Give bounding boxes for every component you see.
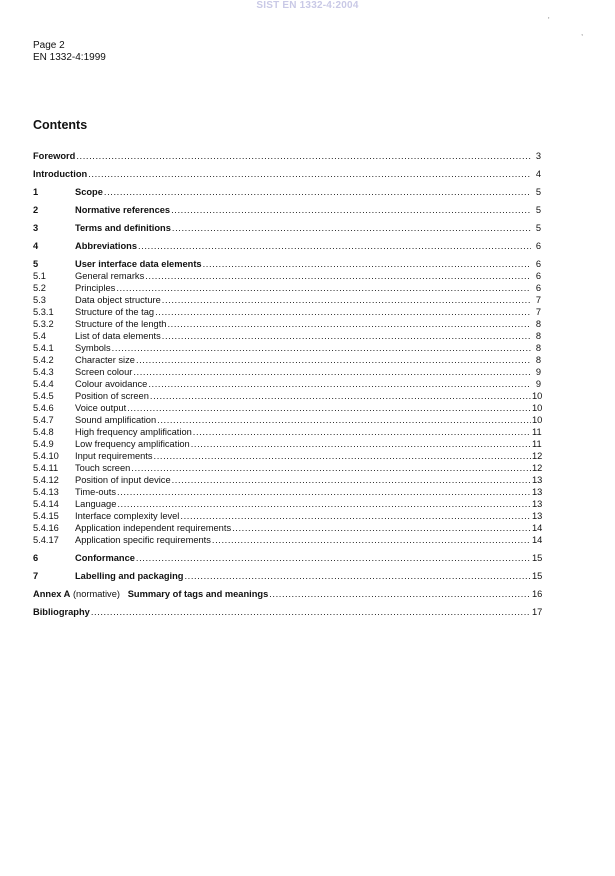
standard-id: EN 1332-4:1999 (33, 52, 106, 63)
toc-entry-title: Application independent requirements (75, 523, 232, 533)
toc-dot-leader (88, 168, 531, 180)
toc-entry-page: 10 (532, 415, 543, 425)
toc-entry[interactable] (33, 414, 541, 426)
toc-entry-number: 5.3.1 (33, 307, 54, 317)
toc-dot-leader (171, 204, 531, 216)
toc-dot-leader (172, 222, 531, 234)
toc-dot-leader (91, 606, 531, 618)
toc-entry-page: 9 (535, 379, 541, 389)
toc-entry-number: 5.4.10 (33, 451, 59, 461)
toc-entry-number: 5.4 (33, 331, 46, 341)
toc-entry-page: 9 (535, 367, 541, 377)
toc-dot-leader (76, 150, 531, 162)
toc-entry[interactable] (33, 390, 541, 402)
toc-entry-number: 5.4.6 (33, 403, 54, 413)
toc-entry-number: 4 (33, 241, 39, 251)
toc-entry-number: 5.4.8 (33, 427, 54, 437)
toc-entry-page: 3 (535, 151, 541, 161)
toc-entry[interactable] (33, 438, 541, 450)
toc-entry-title: Symbols (75, 343, 111, 353)
toc-dot-leader (157, 414, 531, 426)
toc-dot-leader (127, 402, 531, 414)
toc-entry[interactable] (33, 150, 541, 162)
toc-entry-title: Introduction (33, 169, 88, 179)
toc-entry[interactable] (33, 588, 541, 600)
toc-entry[interactable] (33, 168, 541, 180)
toc-entry-title: Structure of the length (75, 319, 167, 329)
toc-dot-leader (155, 306, 531, 318)
toc-entry-title: Principles (75, 283, 116, 293)
toc-entry-title: Screen colour (75, 367, 133, 377)
toc-entry[interactable] (33, 486, 541, 498)
toc-entry[interactable] (33, 366, 541, 378)
toc-entry-number: 5.4.12 (33, 475, 59, 485)
toc-entry-page: 11 (532, 439, 542, 449)
toc-entry-number: 5.2 (33, 283, 46, 293)
toc-entry-title: Terms and definitions (75, 223, 171, 233)
toc-entry-number: 5 (33, 259, 39, 269)
toc-entry-number: 1 (33, 187, 39, 197)
toc-entry[interactable] (33, 450, 541, 462)
toc-entry-title: Application specific requirements (75, 535, 211, 545)
toc-entry[interactable] (33, 186, 541, 198)
toc-dot-leader (167, 318, 531, 330)
toc-dot-leader (162, 294, 531, 306)
toc-dot-leader (212, 534, 531, 546)
toc-entry-number: 5.4.9 (33, 439, 54, 449)
toc-dot-leader (117, 498, 531, 510)
toc-entry-page: 5 (535, 205, 541, 215)
toc-entry-page: 14 (532, 535, 543, 545)
toc-entry-page: 8 (535, 355, 541, 365)
toc-entry-title: Time-outs (75, 487, 116, 497)
toc-entry[interactable] (33, 222, 541, 234)
toc-entry-title: General remarks (75, 271, 145, 281)
toc-entry-number: 7 (33, 571, 39, 581)
toc-entry-title: List of data elements (75, 331, 161, 341)
toc-entry[interactable] (33, 282, 541, 294)
toc-entry[interactable] (33, 270, 541, 282)
toc-entry-number: 3 (33, 223, 39, 233)
toc-entry-number: 5.4.4 (33, 379, 54, 389)
toc-entry-page: 8 (535, 319, 541, 329)
toc-entry-title: Language (75, 499, 117, 509)
toc-dot-leader (116, 282, 531, 294)
toc-entry-number: 2 (33, 205, 39, 215)
toc-entry-number: 5.4.1 (33, 343, 54, 353)
toc-entry-page: 16 (532, 589, 543, 599)
table-of-contents (33, 150, 541, 618)
page-header (33, 40, 106, 64)
toc-entry[interactable] (33, 354, 541, 366)
toc-dot-leader (154, 450, 531, 462)
toc-entry-title: Position of input device (75, 475, 171, 485)
toc-entry[interactable] (33, 330, 541, 342)
toc-entry-title: Character size (75, 355, 135, 365)
toc-entry-number: 5.4.17 (33, 535, 59, 545)
toc-entry[interactable] (33, 474, 541, 486)
toc-entry-number: 5.4.5 (33, 391, 54, 401)
toc-entry-page: 17 (532, 607, 543, 617)
toc-dot-leader (148, 378, 531, 390)
toc-entry-title: Low frequency amplification (75, 439, 190, 449)
toc-dot-leader (131, 462, 531, 474)
toc-dot-leader (269, 588, 531, 600)
toc-entry-number: 5.1 (33, 271, 46, 281)
toc-entry-page: 13 (532, 499, 543, 509)
toc-dot-leader (232, 522, 531, 534)
toc-dot-leader (117, 486, 531, 498)
watermark: SIST EN 1332-4:2004 (256, 0, 359, 11)
toc-entry[interactable] (33, 204, 541, 216)
toc-entry[interactable] (33, 402, 541, 414)
toc-entry-page: 13 (532, 487, 543, 497)
toc-entry-title: Voice output (75, 403, 127, 413)
toc-entry-page: 13 (532, 475, 543, 485)
toc-entry-page: 6 (535, 283, 541, 293)
toc-dot-leader (104, 186, 531, 198)
toc-entry-page: 5 (535, 187, 541, 197)
toc-entry[interactable] (33, 306, 541, 318)
toc-dot-leader (136, 552, 531, 564)
toc-dot-leader (133, 366, 531, 378)
toc-entry-title: Touch screen (75, 463, 131, 473)
scan-mark-right: , (581, 28, 584, 37)
toc-entry-page: 10 (532, 403, 543, 413)
toc-dot-leader (193, 426, 531, 438)
toc-entry-number: 5.4.13 (33, 487, 59, 497)
toc-entry[interactable] (33, 426, 541, 438)
toc-entry-page: 12 (532, 463, 543, 473)
toc-entry-number: 6 (33, 553, 39, 563)
toc-entry-number: 5.4.3 (33, 367, 54, 377)
toc-entry[interactable] (33, 378, 541, 390)
toc-entry-title: Interface complexity level (75, 511, 180, 521)
toc-entry[interactable] (33, 498, 541, 510)
toc-entry[interactable] (33, 258, 541, 270)
toc-entry-number: 5.4.7 (33, 415, 54, 425)
toc-entry-page: 7 (535, 295, 541, 305)
toc-entry[interactable] (33, 534, 541, 546)
toc-entry-number: 5.4.16 (33, 523, 59, 533)
toc-entry-title: Abbreviations (75, 241, 137, 251)
toc-dot-leader (112, 342, 531, 354)
toc-entry-page: 7 (535, 307, 541, 317)
toc-entry-page: 11 (532, 427, 542, 437)
toc-entry-number: 5.4.2 (33, 355, 54, 365)
toc-entry-title: Position of screen (75, 391, 149, 401)
toc-entry-page: 15 (532, 571, 543, 581)
toc-entry[interactable] (33, 240, 541, 252)
toc-entry-page: 15 (532, 553, 543, 563)
toc-dot-leader (162, 330, 531, 342)
toc-entry-page: 13 (532, 511, 543, 521)
toc-entry-page: 12 (532, 451, 543, 461)
toc-entry-number: 5.3.2 (33, 319, 54, 329)
toc-entry-title: Sound amplification (75, 415, 157, 425)
toc-entry[interactable] (33, 522, 541, 534)
toc-entry[interactable] (33, 342, 541, 354)
toc-entry[interactable] (33, 552, 541, 564)
toc-entry-title: Conformance (75, 553, 135, 563)
annex-note: (normative) (70, 589, 128, 599)
toc-entry-page: 10 (532, 391, 543, 401)
toc-entry-number: 5.4.11 (33, 463, 59, 473)
toc-entry-number: 5.4.14 (33, 499, 59, 509)
toc-dot-leader (150, 390, 531, 402)
toc-entry-page: 4 (535, 169, 541, 179)
page-number: Page 2 (33, 40, 65, 51)
toc-entry-title: Colour avoidance (75, 379, 148, 389)
toc-entry-page: 8 (535, 343, 541, 353)
toc-entry-title: Labelling and packaging (75, 571, 184, 581)
toc-entry-title: Foreword (33, 151, 76, 161)
toc-entry-title: User interface data elements (75, 259, 202, 269)
toc-entry-title: Data object structure (75, 295, 161, 305)
toc-entry-title: Structure of the tag (75, 307, 155, 317)
toc-entry[interactable] (33, 510, 541, 522)
toc-entry-title: Scope (75, 187, 103, 197)
toc-entry-page: 6 (535, 271, 541, 281)
toc-dot-leader (191, 438, 531, 450)
toc-entry-number: 5.4.15 (33, 511, 59, 521)
scan-mark-top: ' (548, 16, 550, 25)
annex-title: Summary of tags and meanings (127, 589, 269, 599)
toc-entry[interactable] (33, 570, 541, 582)
toc-entry[interactable] (33, 294, 541, 306)
contents-title: Contents (33, 118, 88, 132)
toc-entry-title: Normative references (75, 205, 171, 215)
toc-dot-leader (145, 270, 531, 282)
annex-label: Annex A (33, 589, 71, 599)
toc-dot-leader (180, 510, 531, 522)
toc-dot-leader (136, 354, 531, 366)
toc-dot-leader (138, 240, 531, 252)
toc-entry-page: 8 (535, 331, 541, 341)
toc-entry-page: 14 (532, 523, 543, 533)
toc-dot-leader (172, 474, 531, 486)
toc-entry[interactable] (33, 318, 541, 330)
toc-entry-title (33, 588, 268, 600)
toc-dot-leader (203, 258, 531, 270)
toc-entry[interactable] (33, 606, 541, 618)
toc-dot-leader (184, 570, 531, 582)
toc-entry-page: 6 (535, 241, 541, 251)
toc-entry-title: High frequency amplification (75, 427, 192, 437)
toc-entry[interactable] (33, 462, 541, 474)
toc-entry-page: 6 (535, 259, 541, 269)
toc-entry-title: Bibliography (33, 607, 90, 617)
toc-entry-number: 5.3 (33, 295, 46, 305)
toc-entry-page: 5 (535, 223, 541, 233)
toc-entry-title: Input requirements (75, 451, 153, 461)
